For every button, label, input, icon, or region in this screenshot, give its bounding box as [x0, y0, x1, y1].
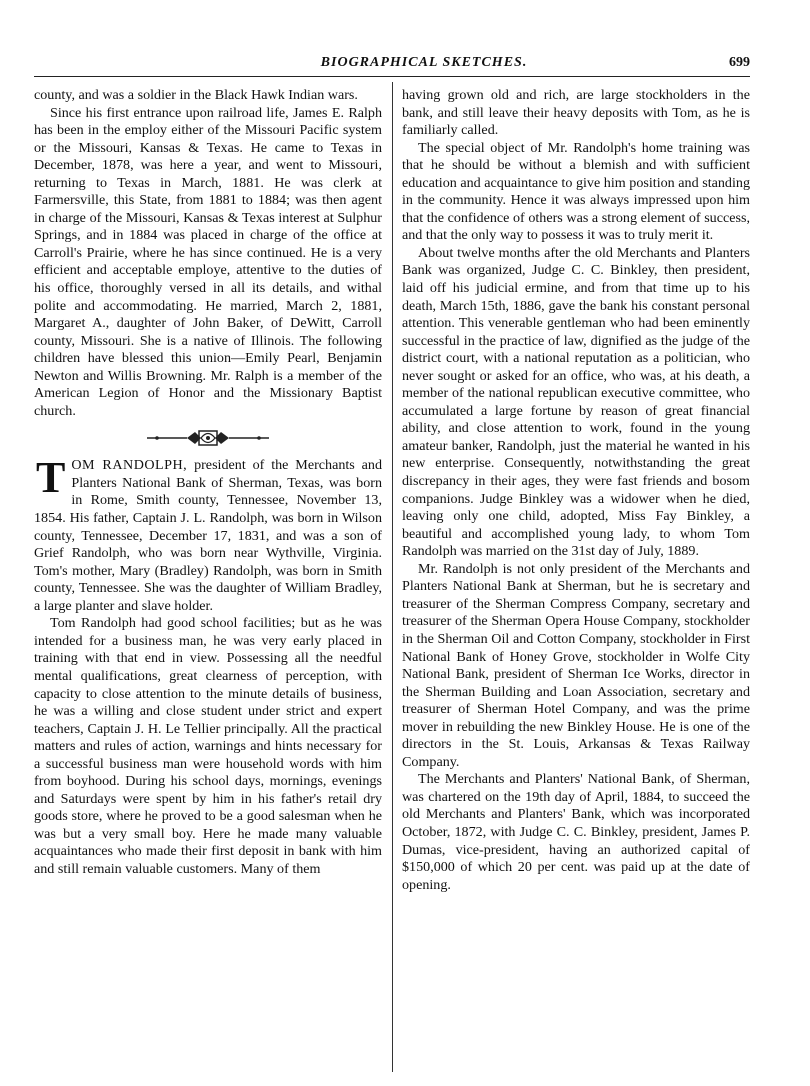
paragraph: The special object of Mr. Randolph's home training was that he should be without a blemish and with sufficient education and acquaintance to give him position and standing in the community. Hence it was always impressed upon him that the confidence of others was a strong element of success, and that the only way to possess it was to truly merit it.: [402, 139, 750, 244]
left-column: [34, 87, 382, 879]
paragraph-text: president of the Merchants and Planters National Bank of Sherman, Texas, was born in Rome, Smith county, Tennessee, November 13, 1854. His father, Captain J. L. Randolph, was born in Wilson county, Tennessee, December 17, 1831, and was a son of Grief Randolph, who was born near Wythville, Virginia. Tom's mother, Mary (Bradley) Randolph, was born in Smith county, Tennessee. She was the daughter of William Bradley, a large planter and slave holder.: [34, 457, 382, 614]
section-ornament: [34, 425, 382, 455]
paragraph: Since his first entrance upon railroad life, James E. Ralph has been in the employ either of the Missouri Pacific system or the Missouri, Kansas & Texas. He came to Texas in December, 1878, was here a year, and went to Missouri, returning to Texas in March, 1881. He was clerk at Farmersville, this State, from 1881 to 1884; was then agent in charge of the Missouri, Kansas & Texas interest at Sulphur Springs, and in 1884 was placed in charge of the office at Carroll's Prairie, where he has since continued. He is a very efficient and acceptable employe, attentive to the duties of his office, thoroughly versed in all its details, and withal polite and accommodating. He married, March 2, 1881, Margaret A., daughter of John Baker, of DeWitt, Carroll county, Missouri. She is a native of Illinois. The following children have blessed this union—Emily Pearl, Benjamin Newton and Willis Browning. Mr. Ralph is a member of the American Legion of Honor and the Missionary Baptist church.: [34, 104, 382, 419]
paragraph: Tom Randolph had good school facilities; but as he was intended for a business man, he was very early placed in training with that end in view. Possessing all the needful mental qualifications, great clearness of perception, with capacity to close attention to the minute details of business, he was a willing and close student under strict and expert teachers, Captain J. H. Le Tellier principally. All the practical matters and rules of action, warnings and hints necessary for a successful business man were household words with him from boyhood. During his school days, mornings, evenings and Saturdays were spent by him in his father's retail dry goods store, where he proved to be a good salesman when he was but a very small boy. Here he made many valuable acquaintances who made their first deposit in bank with him and still remain valuable customers. Many of them: [34, 615, 382, 877]
paragraph: About twelve months after the old Merchants and Planters Bank was organized, Judge C. C. Binkley, then president, laid off his judicial ermine, and from that time up to his death, March 15th, 1886, gave the bank his constant personal attention. This venerable gentleman who had been eminently successful in the practice of law, dignified as the judge of the district court, with a national reputation as a politician, who never sought or asked for an office, who was, at his death, a member of the national republican executive committee, who accumulated a large fortune by reason of great financial ability, and close attention to work, found in the young amateur banker, Randolph, just the material he wanted in his new enterprise. Consequently, notwithstanding the great discrepancy in their ages, they were fast friends and bosom companions. Judge Binkley was a widower when he died, leaving only one child, adopted, Miss Fay Binkley, a beautiful and accomplished young lady, to whom Tom Randolph was married on the 31st day of July, 1889.: [402, 244, 750, 560]
paragraph: Mr. Randolph is not only president of the Merchants and Planters National Bank at Sherman, but he is secretary and treasurer of the Sherman Compress Company, secretary and treasurer of the Sherman Opera House Company, stockholder in the Sherman Oil and Cotton Company, stockholder in First National Bank of Honey Grove, stockholder in Wolfe City National Bank, president of Sherman Ice Works, director in the Sherman Building and Loan Association, secretary and treasurer of Sherman Hotel Company, and was the prime mover in rebuilding the new Binkley House. He is one of the directors in the St. Louis, Arkansas & Texas Railway Company.: [402, 560, 750, 770]
column-divider: [392, 82, 393, 1072]
header-rule: [34, 76, 750, 77]
subject-name: OM RANDOLPH,: [71, 457, 188, 474]
running-title: BIOGRAPHICAL SKETCHES.: [320, 55, 528, 70]
page-header: [34, 55, 750, 75]
paragraph: county, and was a soldier in the Black Hawk Indian wars.: [34, 87, 358, 103]
page-number: 699: [729, 55, 750, 70]
paragraph: The Merchants and Planters' National Bank, of Sherman, was chartered on the 19th day of April, 1884, to succeed the old Merchants and Planters' Bank, which was incorporated October, 1872, with Judge C. C. Binkley, president, James P. Dumas, vice-president, having an authorized capital of $150,000 of which 20 per cent. was paid up at the date of opening.: [402, 771, 750, 893]
tom-randolph-intro: [34, 453, 382, 615]
drop-cap: T: [36, 453, 66, 503]
right-column: [402, 87, 750, 894]
paragraph: having grown old and rich, are large stockholders in the bank, and still leave their heavy deposits with Tom, as he is familiarly called.: [402, 87, 750, 139]
